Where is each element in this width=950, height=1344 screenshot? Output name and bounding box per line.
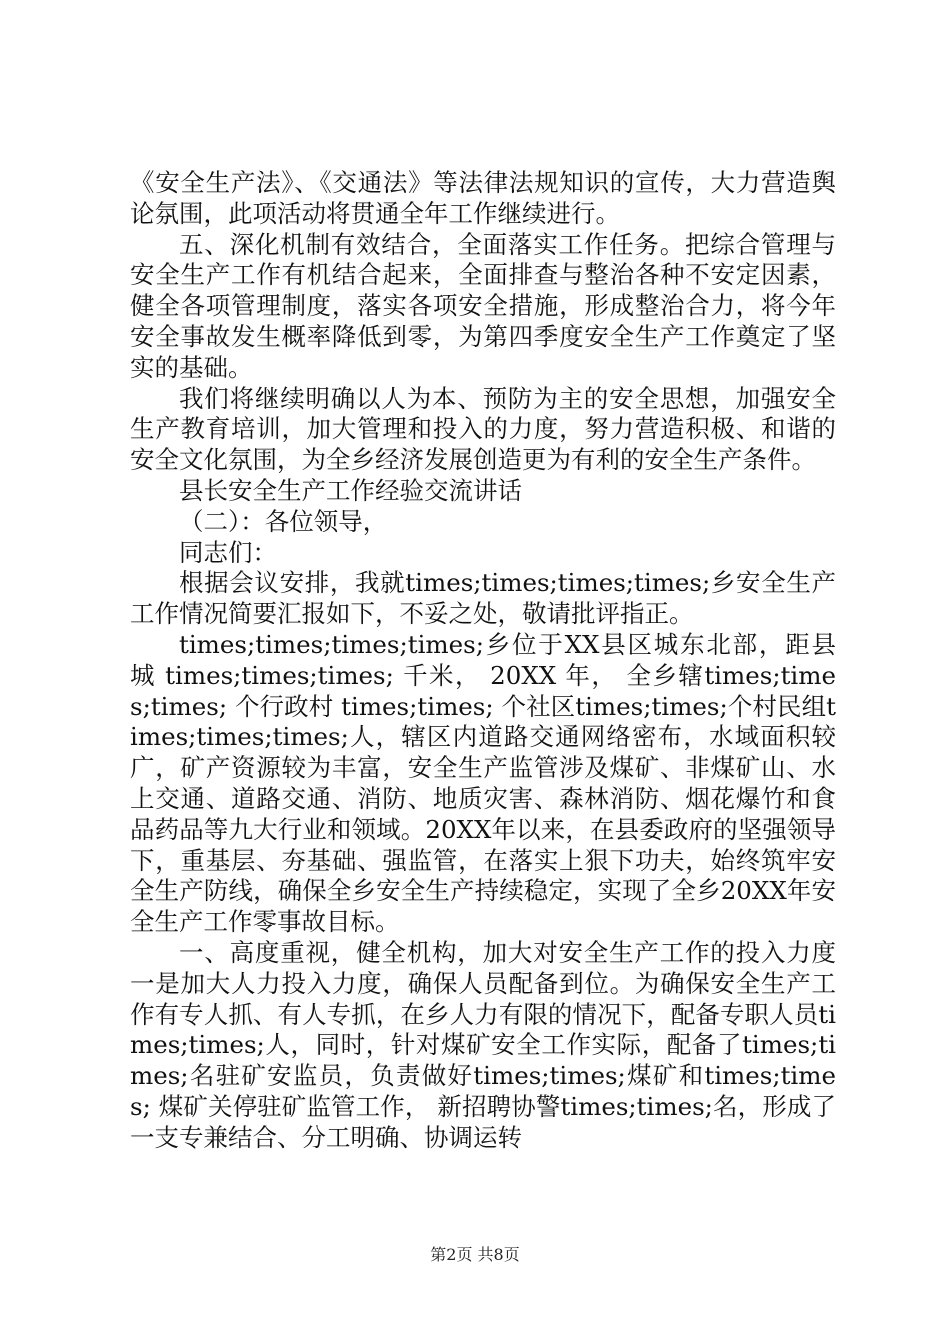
salutation-comrades: 同志们： bbox=[179, 537, 277, 567]
document-body bbox=[130, 168, 836, 1154]
speech-title: 县长安全生产工作经验交流讲话 bbox=[179, 475, 522, 505]
page-footer: 第2页 共8页 bbox=[430, 1245, 520, 1264]
paragraph-closing: 我们将继续明确以人为本、预防为主的安全思想，加强安全生产教育培训，加大管理和投入的力度，努力营造积极、和谐的安全文化氛围，为全乡经济发展创造更为有利的安全生产条件。 bbox=[130, 383, 836, 475]
paragraph-intro: 根据会议安排，我就times;times;times;times;乡安全生产工作情况简要汇报如下，不妥之处，敬请批评指正。 bbox=[130, 568, 836, 629]
salutation-leaders: （二）：各位领导， bbox=[179, 506, 388, 536]
paragraph-continuation: 《安全生产法》、《交通法》等法律法规知识的宣传，大力营造舆论氛围，此项活动将贯通全年工作继续进行。 bbox=[130, 168, 836, 228]
paragraph-section-one: 一、高度重视，健全机构，加大对安全生产工作的投入力度一是加大人力投入力度，确保人员配备到位。为确保安全生产工作有专人抓、有人专抓，在乡人力有限的情况下，配备专职人员times;times;人，同时，针对煤矿安全工作实际，配备了times;times;名驻矿安监员，负责做好times;times;煤矿和times;times; 煤矿关停驻矿监管工作， 新招聘协警times;times;名，形成了一支专兼结合、分工明确、协调运转 bbox=[130, 937, 836, 1152]
paragraph-section-five: 五、深化机制有效结合，全面落实工作任务。把综合管理与安全生产工作有机结合起来，全面排查与整治各种不安定因素，健全各项管理制度，落实各项安全措施，形成整治合力，将今年安全事故发生概率降低到零，为第四季度安全生产工作奠定了坚实的基础。 bbox=[130, 229, 836, 382]
paragraph-overview: times;times;times;times;乡位于XX县区城东北部，距县城 times;times;times; 千米， 20XX 年， 全乡辖times;times;times; 个行政村 times;times; 个社区times;times;个村民组times;times;times;人，辖区内道路交通网络密布，水域面积较广，矿产资源较为丰富，安全生产监管涉及煤矿、非煤矿山、水上交通、道路交通、消防、地质灾害、森林消防、烟花爆竹和食品药品等九大行业和领域。20XX年以来，在县委政府的坚强领导下，重基层、夯基础、强监管，在落实上狠下功夫，始终筑牢安全生产防线，确保全乡安全生产持续稳定，实现了全乡20XX年安全生产工作零事故目标。 bbox=[130, 629, 836, 937]
